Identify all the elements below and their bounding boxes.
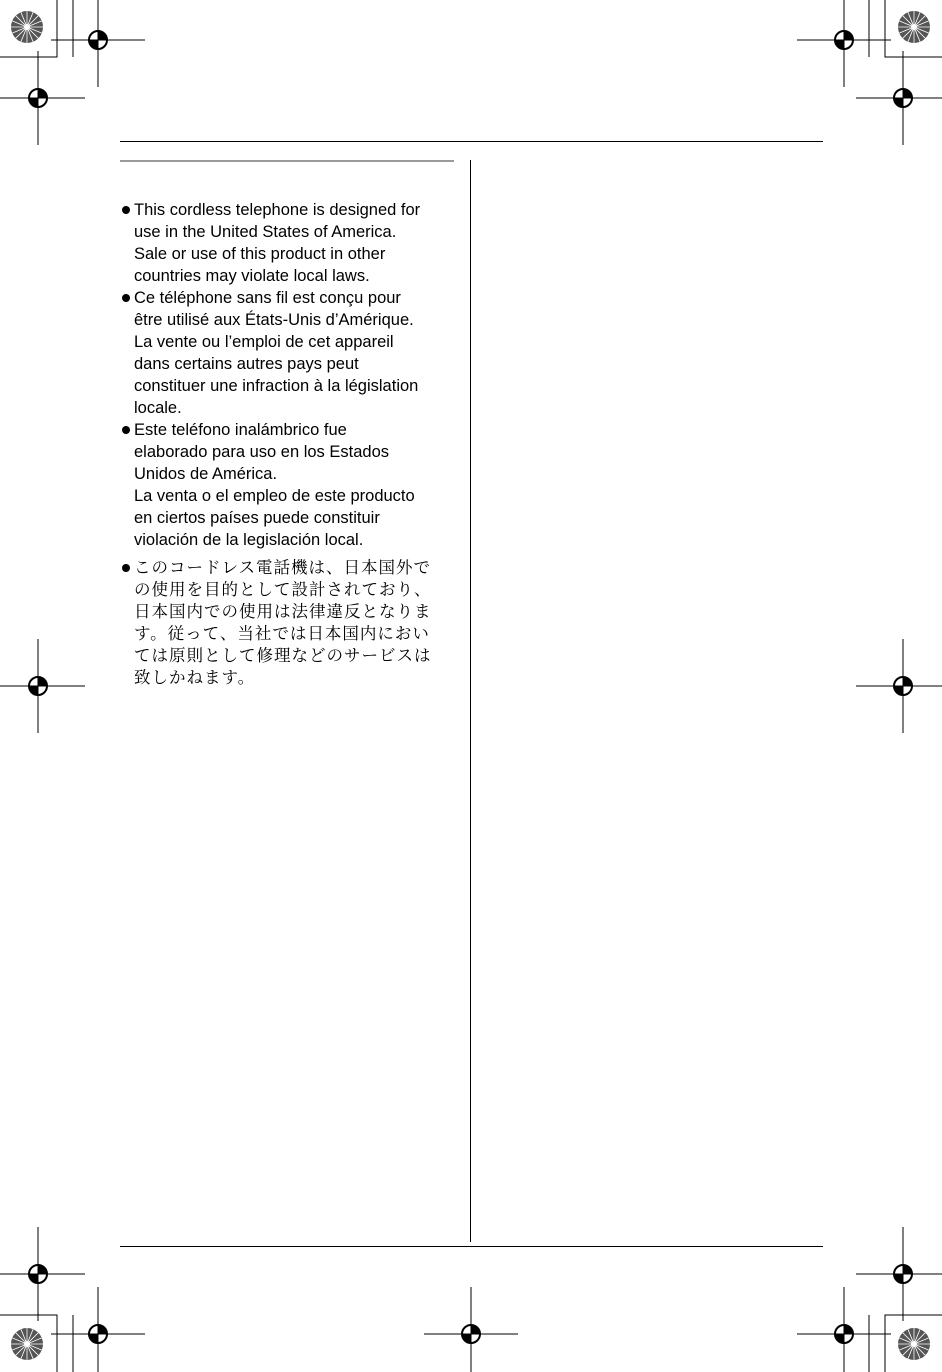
notice-line: elaborado para uso en los Estados [134,443,390,461]
notice-line: violación de la legislación local. [134,531,364,549]
notice-line: La vente ou l’emploi de cet appareil [134,333,394,351]
notice-line: constituer une infraction à la législation [134,377,419,395]
footer-rule [120,1246,823,1247]
notice-line: 日本国内での使用は法律違反となりま [134,603,432,621]
notice-item-english [120,199,460,287]
notice-line: This cordless telephone is designed for [134,201,421,219]
bullet-icon [122,564,130,572]
notice-line: Este teléfono inalámbrico fue [134,421,347,439]
notice-line: La venta o el empleo de este producto [134,487,415,505]
notice-line: このコードレス電話機は、日本国外で [134,559,432,577]
notice-line: 致しかねます。 [134,669,256,687]
bullet-icon [122,294,130,302]
notice-line: Sale or use of this product in other [134,245,386,263]
notice-line: Unidos de América. [134,465,278,483]
notice-line: の使用を目的として設計されており、 [134,581,432,599]
header-rule [120,141,823,142]
notice-line: use in the United States of America. [134,223,397,241]
notice-line: Ce téléphone sans fil est conçu pour [134,289,401,307]
notice-item-spanish [120,419,460,551]
notice-line: locale. [134,399,182,417]
notice-list [120,199,460,689]
notice-item-japanese [120,557,460,689]
notice-line: ては原則として修理などのサービスは [134,647,432,665]
bullet-icon [122,206,130,214]
notice-line: dans certains autres pays peut [134,355,359,373]
notice-line: countries may violate local laws. [134,267,370,285]
notice-line: être utilisé aux États-Unis d’Amérique. [134,311,414,329]
column-divider [470,160,471,1242]
notice-line: en ciertos países puede constituir [134,509,380,527]
notice-line: す。従って、当社では日本国内におい [134,625,430,643]
notice-item-french [120,287,460,419]
bullet-icon [122,426,130,434]
section-heading-rule [120,160,454,162]
